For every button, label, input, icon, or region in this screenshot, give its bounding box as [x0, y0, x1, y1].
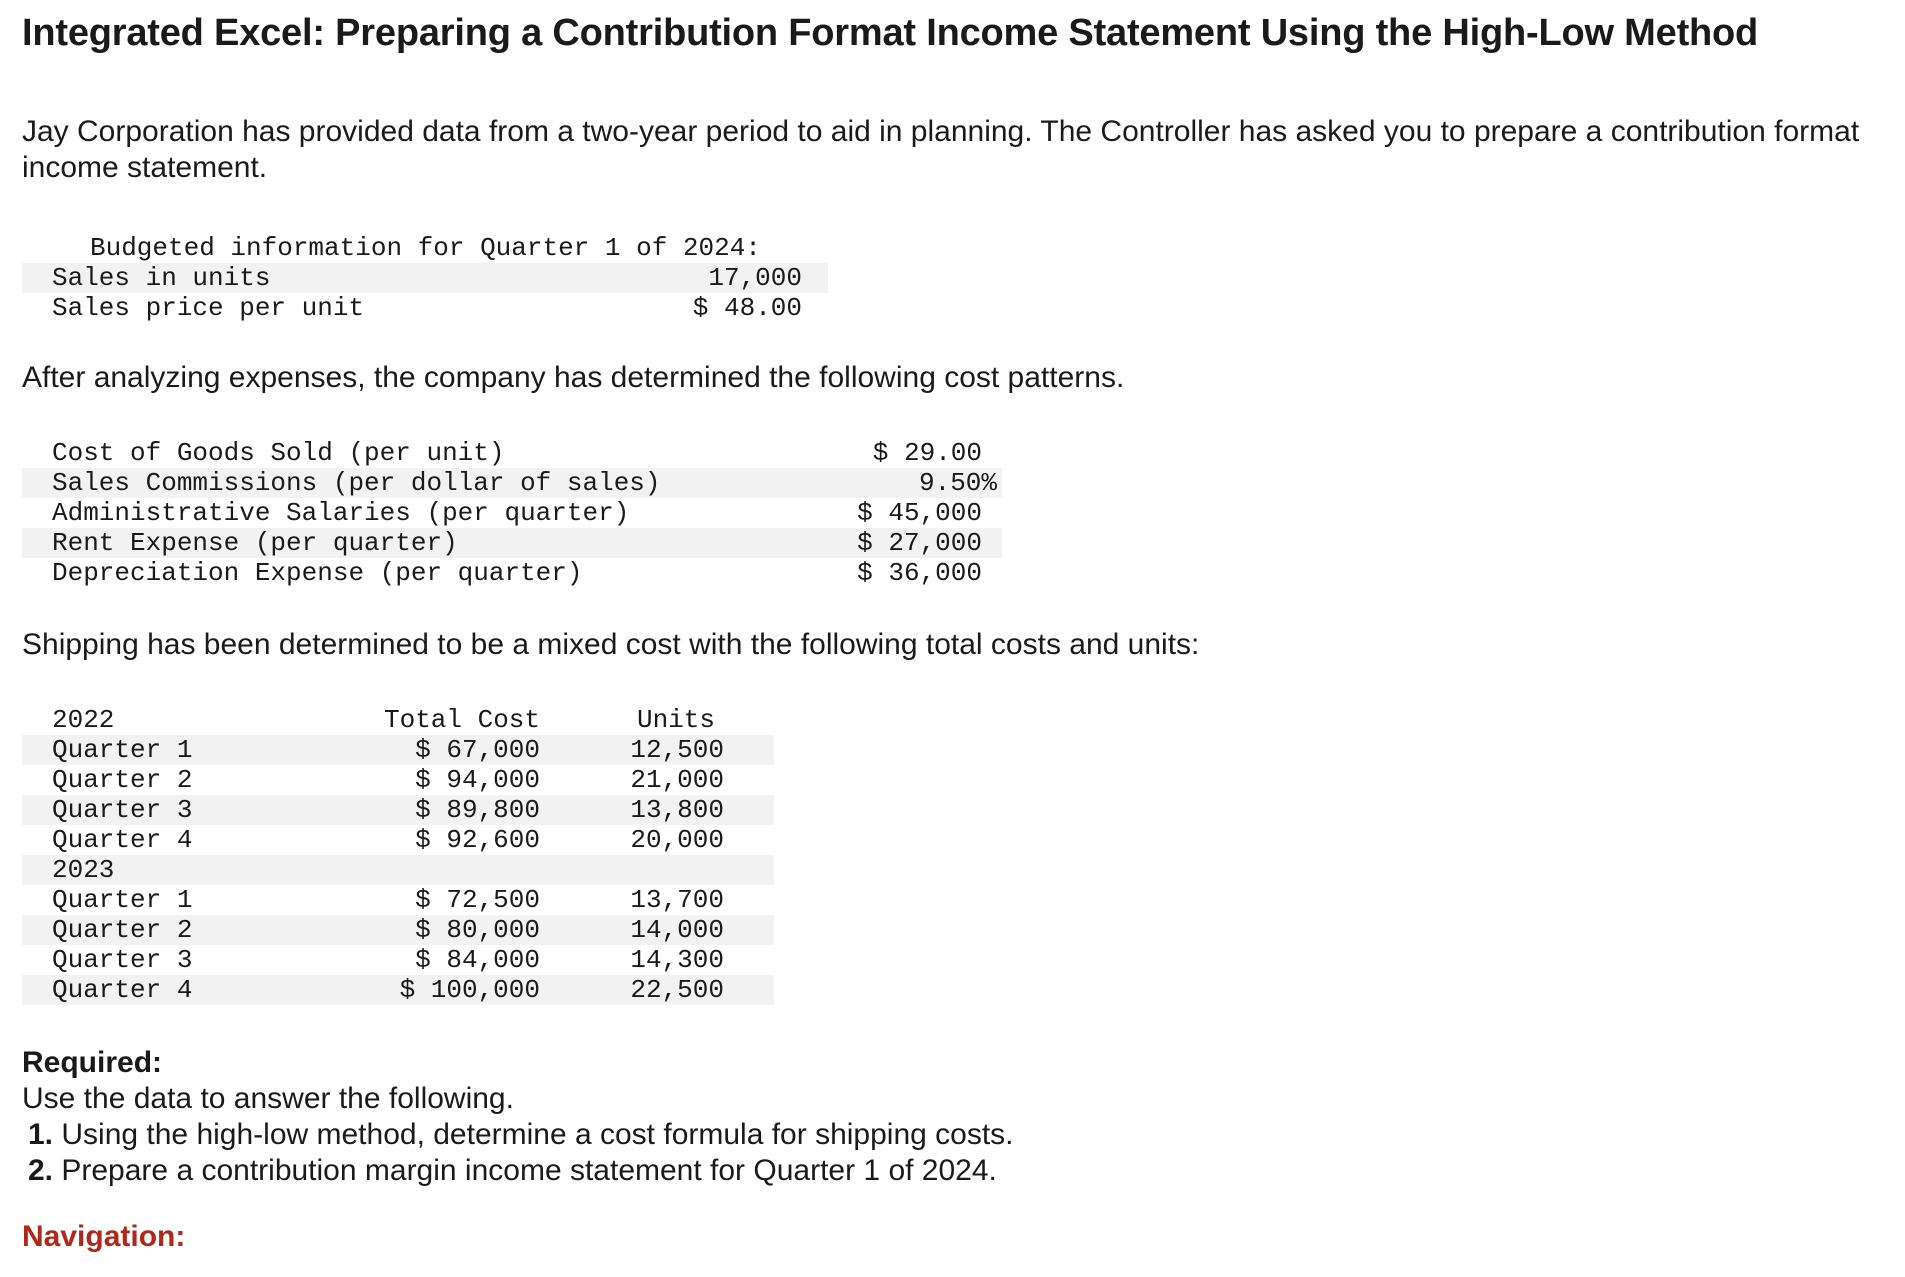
- total-cost: $ 72,500: [415, 885, 540, 915]
- units: 13,800: [630, 795, 724, 825]
- total-cost: $ 100,000: [399, 975, 540, 1005]
- total-cost: $ 80,000: [415, 915, 540, 945]
- col-total-cost: Total Cost: [383, 705, 541, 735]
- quarter-label: Quarter 1: [52, 735, 193, 765]
- shipping-row: [22, 795, 774, 825]
- cost-value: $ 36,000: [857, 558, 982, 588]
- units: 21,000: [630, 765, 724, 795]
- budget-row: [22, 263, 828, 293]
- cost-value: $ 29.00: [872, 438, 982, 468]
- cost-value: 9.50%: [918, 468, 997, 498]
- cost-label: Administrative Salaries (per quarter): [52, 498, 630, 528]
- cost-row: [22, 468, 1002, 498]
- shipping-row: [22, 975, 774, 1005]
- col-units: Units: [636, 705, 715, 735]
- year-label: 2023: [52, 855, 115, 885]
- shipping-row: [22, 945, 774, 975]
- intro-paragraph: Jay Corporation has provided data from a two-year period to aid in planning. The Controller has asked you to prepare a contribution format income statement.: [22, 115, 1860, 184]
- budget-label: Sales in units: [52, 263, 271, 293]
- required-item-number: 1.: [28, 1118, 54, 1151]
- units: 14,300: [630, 945, 724, 975]
- quarter-label: Quarter 3: [52, 945, 193, 975]
- quarter-label: Quarter 4: [52, 825, 193, 855]
- required-item: [28, 1153, 997, 1189]
- quarter-label: Quarter 2: [52, 765, 193, 795]
- quarter-label: Quarter 3: [52, 795, 193, 825]
- page-title: Integrated Excel: Preparing a Contribution Format Income Statement Using the High-Low Method: [22, 12, 1759, 54]
- budget-value: 17,000: [708, 263, 802, 293]
- quarter-label: Quarter 1: [52, 885, 193, 915]
- cost-row: [22, 498, 1002, 528]
- cost-label: Depreciation Expense (per quarter): [52, 558, 583, 588]
- budget-label: Sales price per unit: [52, 293, 365, 323]
- shipping-row: [22, 825, 774, 855]
- required-item: [28, 1117, 1014, 1153]
- shipping-intro: Shipping has been determined to be a mixed cost with the following total costs and units:: [22, 628, 1200, 661]
- cost-label: Rent Expense (per quarter): [52, 528, 458, 558]
- cost-label: Sales Commissions (per dollar of sales): [52, 468, 661, 498]
- required-text: Use the data to answer the following.: [22, 1082, 514, 1115]
- units: 20,000: [630, 825, 724, 855]
- budget-heading: Budgeted information for Quarter 1 of 2024:: [90, 233, 761, 263]
- units: 13,700: [630, 885, 724, 915]
- units: 12,500: [630, 735, 724, 765]
- required-heading: Required:: [22, 1046, 163, 1079]
- cost-label: Cost of Goods Sold (per unit): [52, 438, 505, 468]
- quarter-label: Quarter 4: [52, 975, 193, 1005]
- units: 14,000: [630, 915, 724, 945]
- total-cost: $ 84,000: [415, 945, 540, 975]
- cost-row: [22, 558, 1002, 588]
- required-item-text: Prepare a contribution margin income statement for Quarter 1 of 2024.: [61, 1154, 997, 1187]
- navigation-heading: Navigation:: [22, 1220, 186, 1253]
- cost-value: $ 45,000: [857, 498, 982, 528]
- shipping-header-row: [22, 705, 774, 735]
- expenses-intro: After analyzing expenses, the company has determined the following cost patterns.: [22, 361, 1125, 394]
- total-cost: $ 92,600: [415, 825, 540, 855]
- required-item-text: Using the high-low method, determine a cost formula for shipping costs.: [61, 1118, 1014, 1151]
- shipping-row: [22, 915, 774, 945]
- total-cost: $ 89,800: [415, 795, 540, 825]
- cost-value: $ 27,000: [857, 528, 982, 558]
- total-cost: $ 94,000: [415, 765, 540, 795]
- cost-row: [22, 438, 1002, 468]
- shipping-row: [22, 885, 774, 915]
- year-label: 2022: [52, 705, 115, 735]
- quarter-label: Quarter 2: [52, 915, 193, 945]
- required-item-number: 2.: [28, 1154, 54, 1187]
- shipping-row: [22, 765, 774, 795]
- total-cost: $ 67,000: [415, 735, 540, 765]
- shipping-year-row: [22, 855, 774, 885]
- budget-row: [22, 293, 828, 323]
- budget-value: $ 48.00: [692, 293, 802, 323]
- shipping-row: [22, 735, 774, 765]
- cost-row: [22, 528, 1002, 558]
- units: 22,500: [630, 975, 724, 1005]
